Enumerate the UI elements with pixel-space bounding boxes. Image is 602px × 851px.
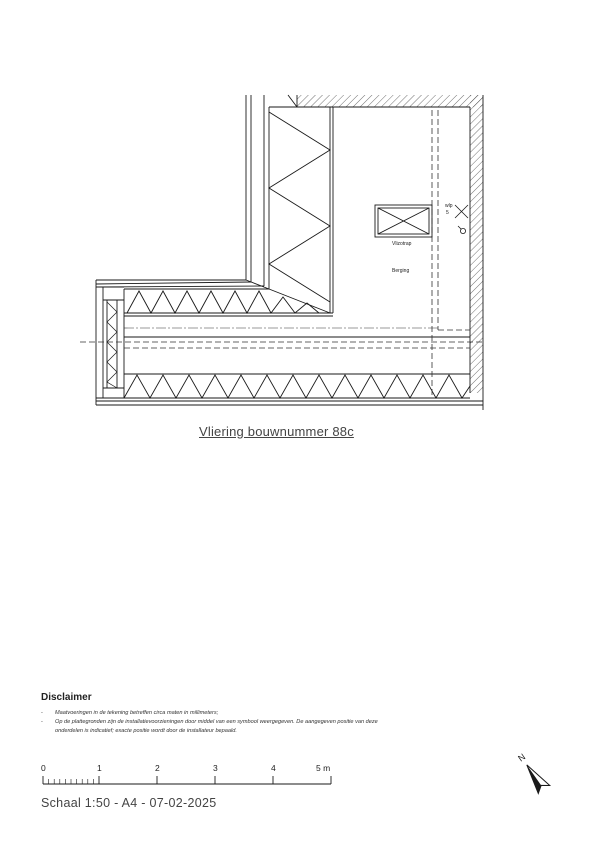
insulation-zigzag-upper <box>127 291 319 313</box>
wp-label-line2: 5 <box>446 210 449 216</box>
hatch-label: Vlizotrap <box>392 241 412 247</box>
disclaimer-list <box>41 709 401 735</box>
north-letter: N <box>516 751 528 764</box>
scale-label-1: 1 <box>97 763 102 773</box>
scale-caption: Schaal 1:50 - A4 - 07-02-2025 <box>41 796 217 810</box>
dashed-lines <box>80 110 483 398</box>
wall-hatch-top <box>297 95 483 107</box>
disclaimer-title: Disclaimer <box>41 692 92 703</box>
disclaimer-item: - Maatvoeringen in de tekening betreffen circa maten in millimeters; <box>41 709 401 718</box>
scale-label-5: 5 m <box>316 763 331 773</box>
insulation-zigzag-vertical-top <box>288 95 297 107</box>
scale-label-3: 3 <box>213 763 218 773</box>
wp-symbol <box>455 205 468 234</box>
scale-label-4: 4 <box>271 763 276 773</box>
scale-label-2: 2 <box>155 763 160 773</box>
drawing-title: Vliering bouwnummer 88c <box>199 424 354 439</box>
room-label: Berging <box>392 268 410 274</box>
wp-label-line1: wlp <box>445 203 453 209</box>
wall-outlines <box>96 95 483 410</box>
loft-hatch-symbol <box>375 205 432 237</box>
disclaimer-item: - Op de plattegronden zijn de installatievoorzieningen door middel van een symbool weergegeven. De aangegeven positie van deze onderdelen is indicatief; exacte positie wordt door de installateur bepaald. <box>41 718 401 736</box>
insulation-zigzag-vertical <box>269 112 330 302</box>
insulation-zigzag-end <box>107 302 117 388</box>
wall-hatch-right <box>470 95 483 393</box>
north-arrow-icon <box>513 749 550 793</box>
scale-bar <box>43 776 331 784</box>
scale-label-0: 0 <box>41 763 46 773</box>
insulation-zigzag-lower <box>124 375 470 398</box>
